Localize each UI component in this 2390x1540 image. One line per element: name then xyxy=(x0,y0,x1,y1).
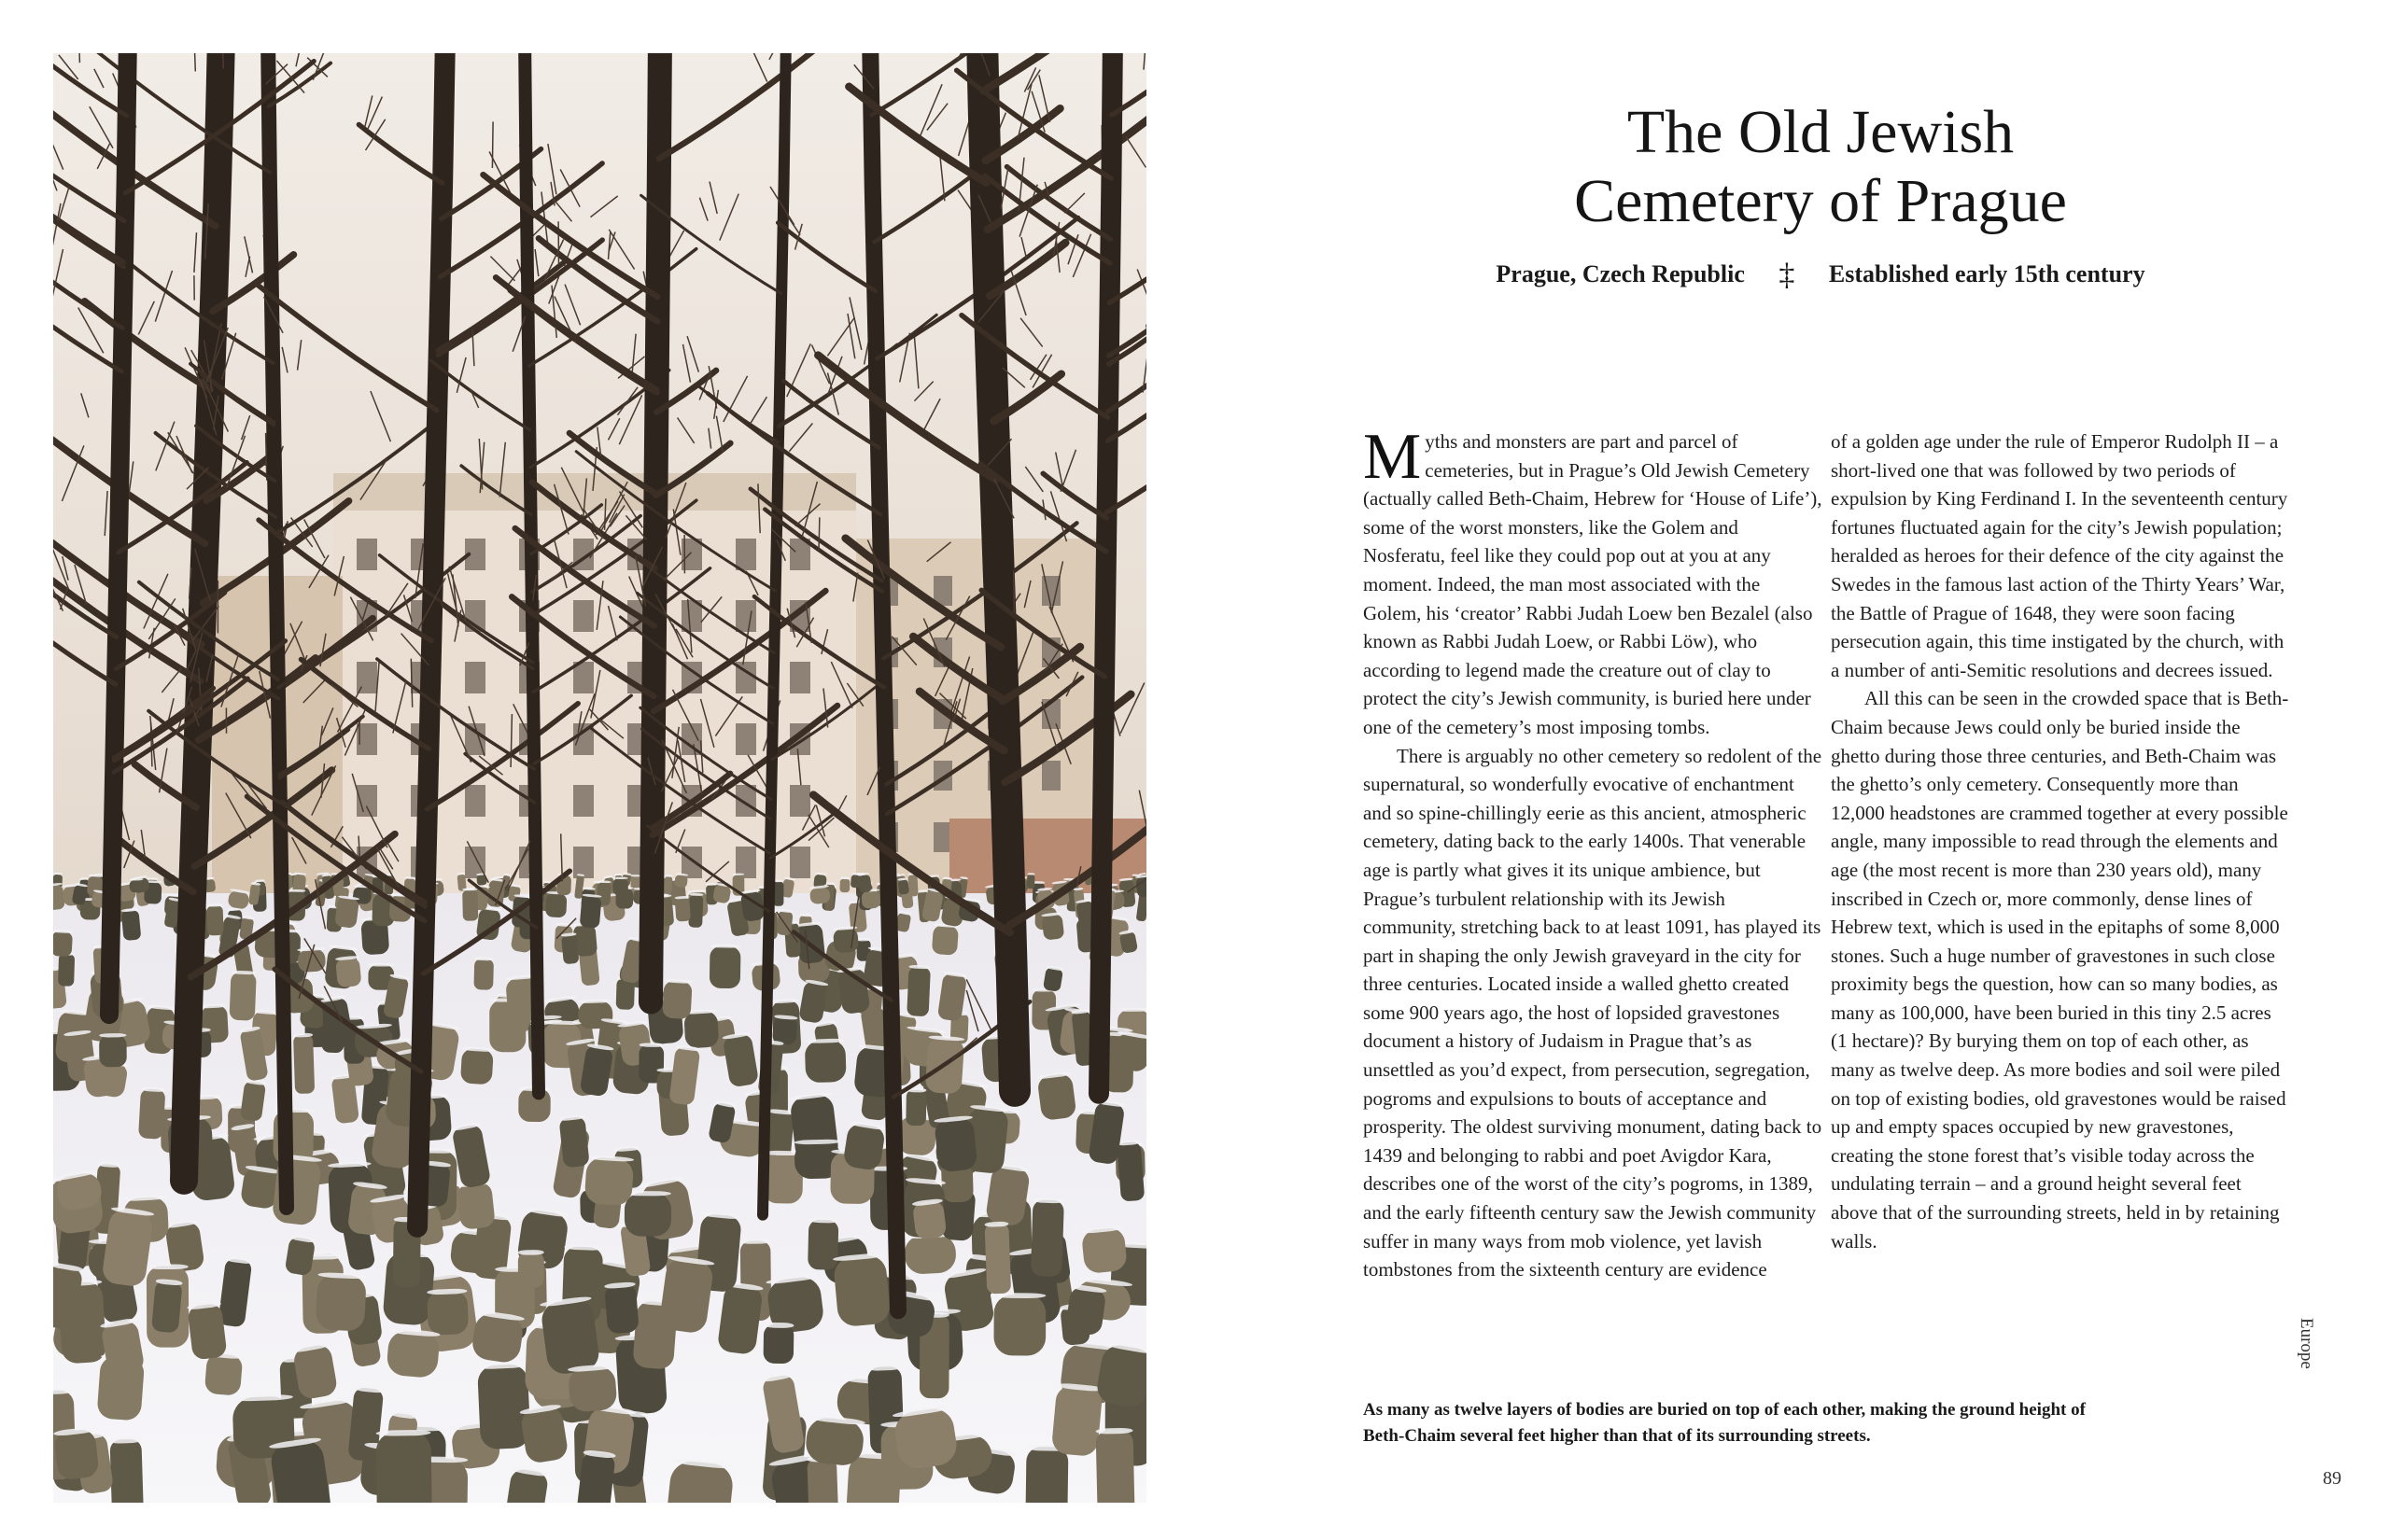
body-column-left xyxy=(1363,421,1822,1284)
subtitle xyxy=(1354,258,2287,292)
photo-caption: As many as twelve layers of bodies are buried on top of each other, making the ground height of Beth-Chaim several feet higher than that of its surrounding streets. xyxy=(1363,1400,2086,1446)
established-label: Established early 15th century xyxy=(1828,260,2145,287)
drop-cap: M xyxy=(1363,421,1422,493)
cemetery-photo-illustration xyxy=(53,53,1146,1503)
body-paragraph xyxy=(1363,421,1822,742)
page-number: 89 xyxy=(2323,1468,2341,1489)
cemetery-photo xyxy=(53,53,1146,1503)
body-paragraph: All this can be seen in the crowded space that is Beth-Chaim because Jews could only be buried inside the ghetto during those three centuries, and Beth-Chaim was the ghetto’s only cemetery. Consequently more than 12,000 headstones are crammed together at every possible angle, many impossible to read through the elements and age (the most recent is more than 230 years old), many inscribed in Czech or, more commonly, dense lines of Hebrew text, which is used in the epitaphs of some 8,000 stones. Such a huge number of gravestones in such close proximity begs the question, how can so many bodies, as many as 100,000, have been buried in this tiny 2.5 acres (1 hectare)? By burying them on top of each other, as many as twelve deep. As more bodies and soil were piled on top of existing bodies, old gravestones would be raised up and empty spaces occupied by new gravestones, creating the stone forest that’s visible today across the undulating terrain – and a ground height several feet above that of the surrounding streets, held in by retaining walls. xyxy=(1831,687,2289,1253)
page-title xyxy=(1354,98,2287,236)
section-label: Europe xyxy=(2297,1318,2316,1369)
body-paragraph: There is arguably no other cemetery so redolent of the supernatural, so wonderfully evocative of enchantment and so spine-chillingly eerie as this ancient, atmospheric cemetery, dating back to the early 1400s. That venerable age is partly what gives it its unique ambience, but Prague’s turbulent relationship with its Jewish community, stretching back to at least 1091, has played its part in shaping the only Jewish graveyard in the city for three centuries. Located inside a walled ghetto created some 900 years ago, the host of lopsided gravestones document a history of Judaism in Prague that’s as unsettled as you’d expect, from persecution, segregation, pogroms and expulsions to bouts of acceptance and prosperity. The oldest surviving monument, dating back to 1439 and belonging to rabbi and poet Avigdor Kara, describes one of the worst of the city’s pogroms, in 1389, and the early fifteenth century saw the Jewish community suffer in many ways from mob violence, yet lavish tombstones from the sixteenth century are evidence xyxy=(1363,744,1822,1281)
paragraph-text: yths and monsters are part and parcel of cemeteries, but in Prague’s Old Jewish Cemetery (actually called Beth-Chaim, Hebrew for ‘House of Life’), some of the worst monsters, like the Golem and Nosferatu, feel like they could pop out at you at any moment. Indeed, the man most associated with the Golem, his ‘creator’ Rabbi Judah Loew ben Bezalel (also known as Rabbi Judah Loew, or Rabbi Löw), who according to legend made the creature out of clay to protect the city’s Jewish community, is buried here under one of the cemetery’s most imposing tombs. xyxy=(1363,430,1822,738)
body-paragraph: of a golden age under the rule of Emperor Rudolph II – a short-lived one that was followed by two periods of expulsion by King Ferdinand I. In the seventeenth century fortunes fluctuated again for the city’s Jewish population; heralded as heroes for their defence of the city against the Swedes in the famous last action of the Thirty Years’ War, the Battle of Prague of 1648, they were soon facing persecution again, this time instigated by the church, with a number of anti-Semitic resolutions and decrees issued. xyxy=(1831,430,2288,681)
body-column-right xyxy=(1831,427,2290,1255)
location-label: Prague, Czech Republic xyxy=(1496,260,1745,287)
title-line-2: Cemetery of Prague xyxy=(1574,167,2067,235)
double-dagger-separator: ‡ xyxy=(1778,258,1795,292)
title-line-1: The Old Jewish xyxy=(1626,98,2015,166)
